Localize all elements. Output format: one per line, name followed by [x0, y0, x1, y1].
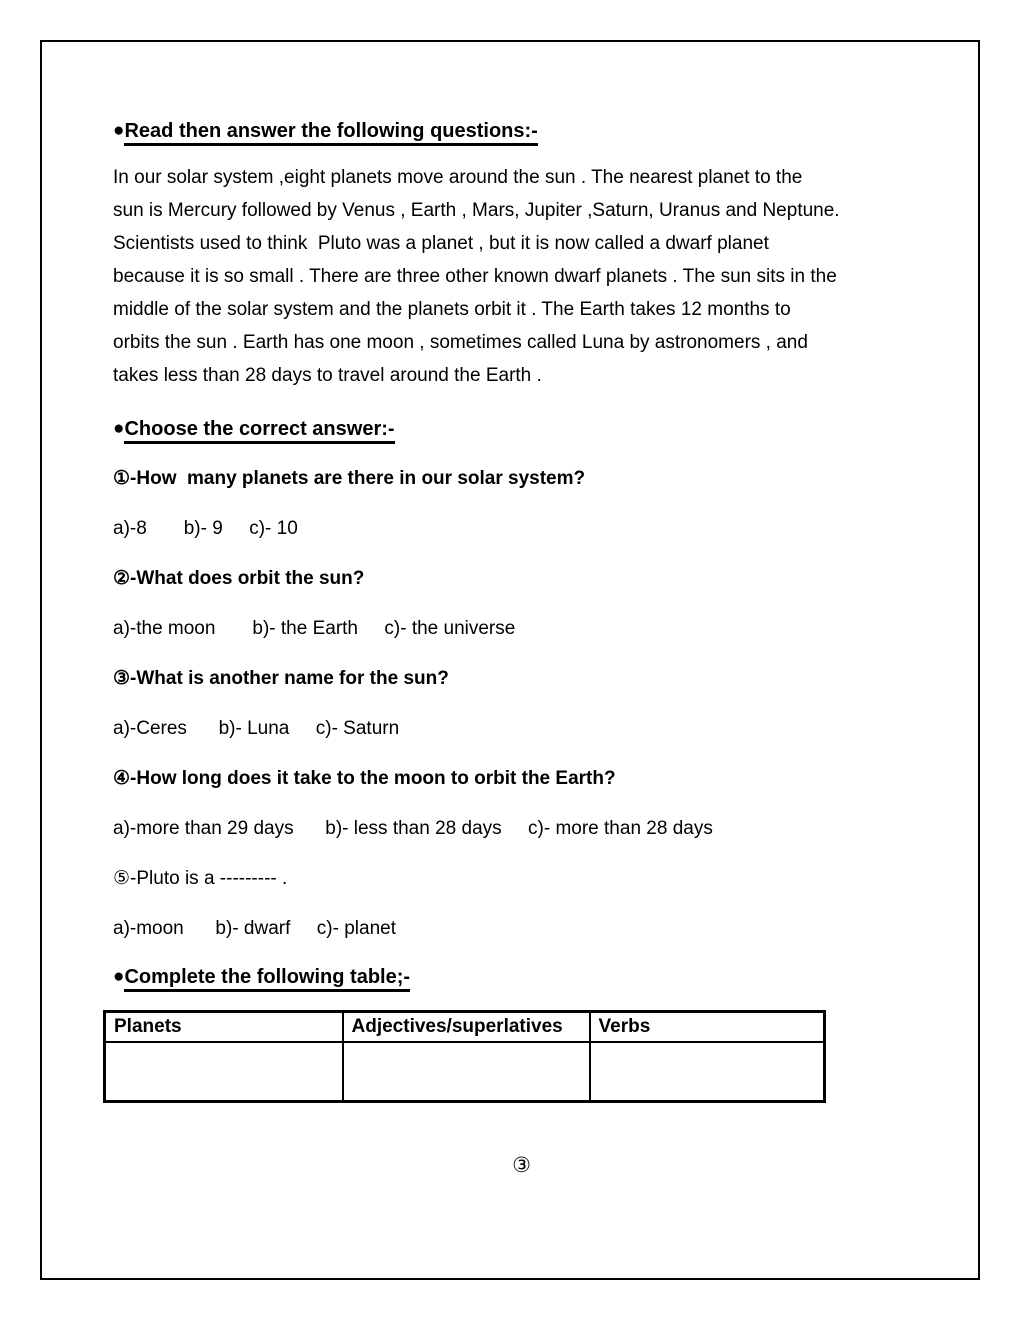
paragraph-line: because it is so small . There are three other known dwarf planets . The sun sits in the — [113, 266, 837, 287]
paragraph-line: orbits the sun . Earth has one moon , sometimes called Luna by astronomers , and — [113, 332, 808, 353]
bullet-icon: ● — [113, 120, 125, 141]
table-section-title: Complete the following table;- — [124, 966, 410, 992]
question-options: a)-Ceres b)- Luna c)- Saturn — [113, 718, 400, 739]
paragraph-line: Scientists used to think Pluto was a planet , but it is now called a dwarf planet — [113, 233, 769, 254]
question-block-5 — [113, 866, 930, 942]
reading-section-title: Read then answer the following questions:- — [124, 120, 537, 146]
table-section-heading — [113, 964, 930, 990]
question-block-3 — [113, 666, 930, 742]
paragraph-line: middle of the solar system and the planets orbit it . The Earth takes 12 months to — [113, 299, 791, 320]
header-cell-adjectives-superlatives: Adjectives/superlatives — [343, 1012, 590, 1042]
page-border — [40, 40, 980, 1280]
page-number: ③ — [512, 1154, 531, 1177]
question-prompt: ④-How long does it take to the moon to orbit the Earth? — [113, 768, 616, 789]
bullet-icon: ● — [113, 966, 125, 987]
paragraph-line: sun is Mercury followed by Venus , Earth , Mars, Jupiter ,Saturn, Uranus and Neptune. — [113, 200, 840, 221]
question-prompt: ③-What is another name for the sun? — [113, 668, 449, 689]
question-block-2 — [113, 566, 930, 642]
table-cell-empty — [343, 1042, 590, 1102]
question-block-1 — [113, 466, 930, 542]
bullet-icon: ● — [113, 418, 125, 439]
question-prompt: ⑤-Pluto is a --------- . — [113, 868, 288, 889]
question-options: a)-the moon b)- the Earth c)- the universe — [113, 618, 516, 639]
paragraph-line: In our solar system ,eight planets move around the sun . The nearest planet to the — [113, 167, 803, 188]
table-header-row — [105, 1012, 825, 1042]
question-prompt: ②-What does orbit the sun? — [113, 568, 365, 589]
question-options: a)-more than 29 days b)- less than 28 days c)- more than 28 days — [113, 818, 713, 839]
mcq-section-title: Choose the correct answer:- — [124, 418, 394, 444]
complete-table — [103, 1010, 826, 1103]
question-block-4 — [113, 766, 930, 842]
reading-section-heading — [113, 118, 930, 144]
reading-paragraph — [113, 161, 930, 392]
table-row — [105, 1042, 825, 1102]
table-cell-empty — [590, 1042, 825, 1102]
header-cell-verbs: Verbs — [590, 1012, 825, 1042]
table-cell-empty — [105, 1042, 343, 1102]
page-content — [42, 42, 978, 1179]
header-cell-planets: Planets — [105, 1012, 343, 1042]
question-options: a)-moon b)- dwarf c)- planet — [113, 918, 396, 939]
paragraph-line: takes less than 28 days to travel around the Earth . — [113, 365, 542, 386]
question-options: a)-8 b)- 9 c)- 10 — [113, 518, 298, 539]
question-prompt: ①-How many planets are there in our solar system? — [113, 468, 586, 489]
mcq-section-heading — [113, 416, 930, 442]
